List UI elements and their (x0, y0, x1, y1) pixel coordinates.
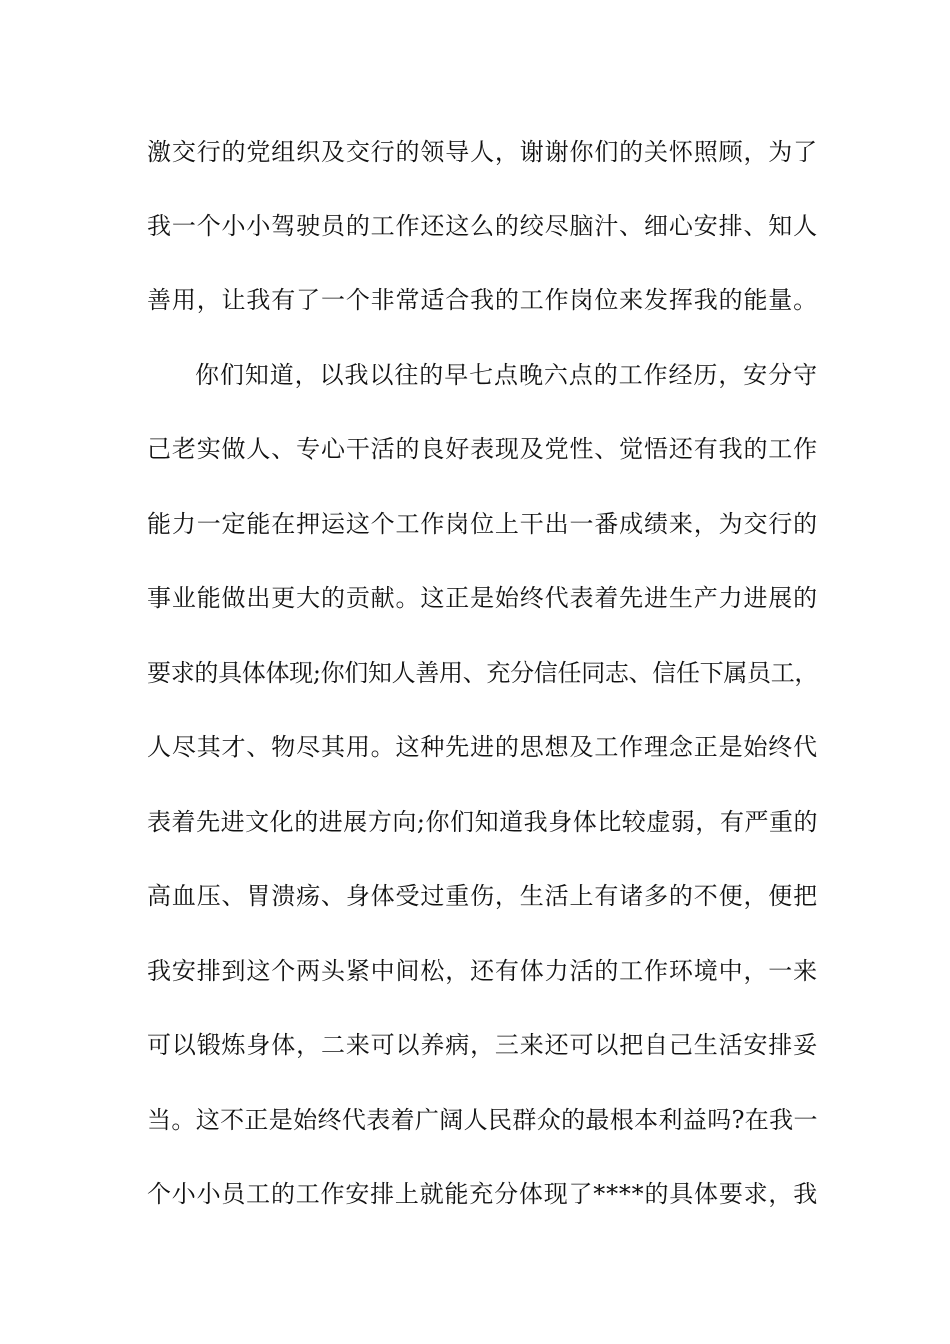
text-line: 事业能做出更大的贡献。这正是始终代表着先进生产力进展的 (147, 584, 818, 612)
text-line: 善用，让我有了一个非常适合我的工作岗位来发挥我的能量。 (147, 286, 818, 314)
text-line: 可以锻炼身体，二来可以养病，三来还可以把自己生活安排妥 (147, 1031, 818, 1059)
text-line: 个小小员工的工作安排上就能充分体现了****的具体要求，我 (147, 1180, 818, 1208)
text-line: 表着先进文化的进展方向;你们知道我身体比较虚弱，有严重的 (147, 808, 819, 836)
text-line: 高血压、胃溃疡、身体受过重伤，生活上有诸多的不便，便把 (147, 882, 818, 910)
text-line: 己老实做人、专心干活的良好表现及党性、觉悟还有我的工作 (147, 435, 818, 463)
text-line: 人尽其才、物尽其用。这种先进的思想及工作理念正是始终代 (147, 733, 818, 761)
text-line: 我安排到这个两头紧中间松，还有体力活的工作环境中，一来 (147, 957, 818, 985)
text-line: 激交行的党组织及交行的领导人，谢谢你们的关怀照顾，为了 (147, 138, 818, 166)
text-line: 能力一定能在押运这个工作岗位上干出一番成绩来，为交行的 (147, 510, 818, 538)
text-line: 当。这不正是始终代表着广阔人民群众的最根本利益吗?在我一 (147, 1106, 818, 1134)
text-line: 要求的具体体现;你们知人善用、充分信任同志、信任下属员工， (147, 659, 819, 687)
text-line: 我一个小小驾驶员的工作还这么的绞尽脑汁、细心安排、知人 (147, 212, 818, 240)
paragraph-first-line: 你们知道，以我以往的早七点晚六点的工作经历，安分守 (195, 361, 818, 389)
